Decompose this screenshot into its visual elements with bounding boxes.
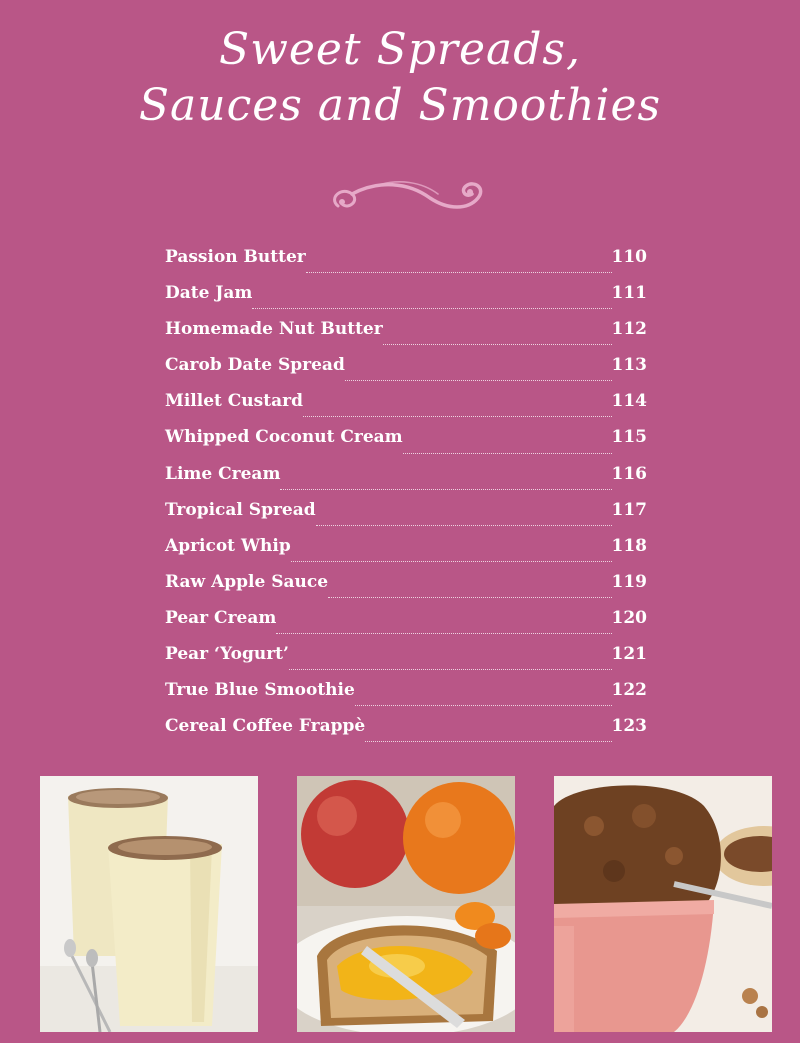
dot-leader xyxy=(365,740,611,742)
toc-page-number: 111 xyxy=(611,283,647,304)
toc-entry-title: Pear ‘Yogurt’ xyxy=(165,644,289,665)
dot-leader xyxy=(316,524,612,526)
toc-page-number: 121 xyxy=(611,644,647,665)
toc-entry-title: Passion Butter xyxy=(165,247,306,267)
toc-row[interactable] xyxy=(165,247,647,283)
toc-entry-title: Lime Cream xyxy=(165,463,281,484)
toc-entry-title: Apricot Whip xyxy=(165,535,291,556)
toc-entry-title: Date Jam xyxy=(165,283,253,304)
dot-leader xyxy=(355,704,612,706)
title-line-2: Sauces and Smoothies xyxy=(138,80,662,131)
toc-row[interactable] xyxy=(165,500,647,536)
toc-entry-title: Pear Cream xyxy=(165,607,277,628)
photo-carob-spread-cup xyxy=(554,776,772,1032)
toc-row[interactable] xyxy=(165,644,647,680)
dot-leader xyxy=(276,632,611,634)
toc-entry-title: Tropical Spread xyxy=(165,499,316,520)
dot-leader xyxy=(403,452,612,454)
toc-page-number: 110 xyxy=(611,247,647,267)
toc-entry-title: Raw Apple Sauce xyxy=(165,571,329,592)
toc-row[interactable] xyxy=(165,608,647,644)
toc-entry-title: True Blue Smoothie xyxy=(165,680,355,701)
title-line-1: Sweet Spreads, xyxy=(219,24,581,75)
dot-leader xyxy=(328,596,611,598)
dot-leader xyxy=(345,379,612,381)
dot-leader xyxy=(303,415,612,417)
photo-fruit-and-toast xyxy=(297,776,515,1032)
toc-page-number: 120 xyxy=(611,607,647,628)
toc-page-number: 112 xyxy=(611,319,647,340)
toc-page-number: 123 xyxy=(611,716,647,737)
dot-leader xyxy=(291,560,612,562)
toc-row[interactable] xyxy=(165,572,647,608)
toc-page-number: 122 xyxy=(611,680,647,701)
dot-leader xyxy=(383,343,612,345)
toc-row[interactable] xyxy=(165,427,647,463)
toc-row[interactable] xyxy=(165,319,647,355)
photo-smoothie-glasses xyxy=(40,776,258,1032)
toc-row[interactable] xyxy=(165,283,647,319)
toc-page-number: 116 xyxy=(611,463,647,484)
toc-entry-title: Homemade Nut Butter xyxy=(165,319,383,340)
toc-page-number: 117 xyxy=(611,499,647,520)
dot-leader xyxy=(252,307,611,309)
toc-row[interactable] xyxy=(165,680,647,716)
toc-entry-title: Carob Date Spread xyxy=(165,355,345,376)
toc-page-number: 118 xyxy=(611,535,647,556)
toc-row[interactable] xyxy=(165,716,647,752)
toc-row[interactable] xyxy=(165,536,647,572)
table-of-contents xyxy=(165,247,647,752)
page-title xyxy=(0,22,800,134)
toc-row[interactable] xyxy=(165,464,647,500)
dot-leader xyxy=(280,488,611,490)
toc-entry-title: Whipped Coconut Cream xyxy=(165,427,403,448)
toc-entry-title: Cereal Coffee Frappè xyxy=(165,716,366,737)
toc-page-number: 119 xyxy=(611,571,647,592)
toc-page-number: 113 xyxy=(611,355,647,376)
flourish-ornament-icon xyxy=(318,176,490,222)
toc-page-number: 115 xyxy=(611,427,647,448)
toc-page-number: 114 xyxy=(611,391,647,412)
toc-entry-title: Millet Custard xyxy=(165,391,303,412)
toc-row[interactable] xyxy=(165,391,647,427)
toc-row[interactable] xyxy=(165,355,647,391)
dot-leader xyxy=(289,668,612,670)
dot-leader xyxy=(306,271,612,273)
